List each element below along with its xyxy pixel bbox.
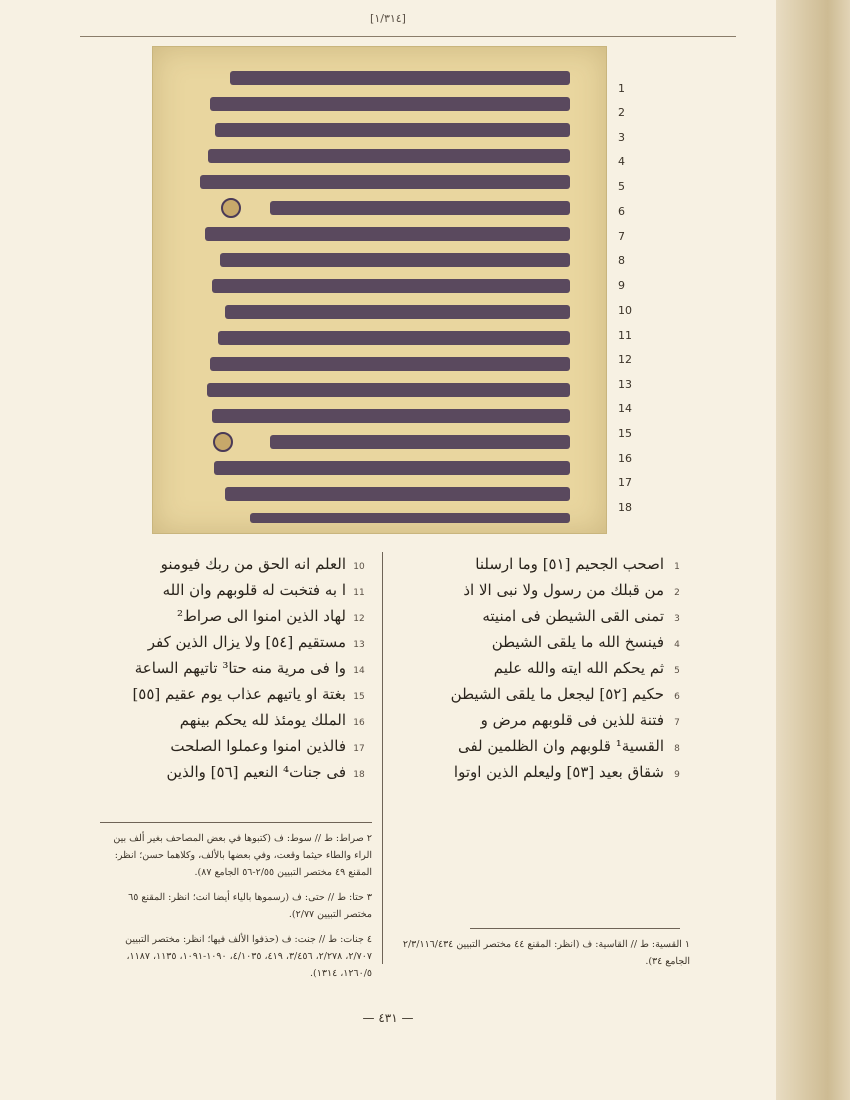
folio-line-number: 13 [618, 378, 632, 391]
header-rule [80, 36, 736, 37]
transcription-line: 12 لهاد الذين امنوا الى صراط² [177, 607, 365, 625]
transcription-line: 9 شقاق بعيد [٥٣] وليعلم الذين اوتوا [453, 763, 680, 781]
folio-line-number: 6 [618, 205, 625, 218]
folio-line-number: 3 [618, 131, 625, 144]
transcription-line: 3 تمنى القى الشيطن فى امنيته [482, 607, 680, 625]
transcription-line: 6 حكيم [٥٢] ليجعل ما يلقى الشيطن [450, 685, 680, 703]
folio-line-number: 18 [618, 501, 632, 514]
transcription-line: 10 العلم انه الحق من ربك فيومنو [160, 555, 365, 573]
transcription-line: 8 القسية¹ قلوبهم وان الظلمين لفى [457, 737, 680, 755]
transcription-line: 18 فى جنات⁴ النعيم [٥٦] والذين [166, 763, 365, 781]
transcription-line: 14 وا فى مرية منه حتا³ تاتيهم الساعة [134, 659, 365, 677]
folio-line-number: 4 [618, 155, 625, 168]
transcription-left-column [100, 552, 372, 786]
transcription-line: 5 ثم يحكم الله ايته والله عليم [493, 659, 680, 677]
folio-line-number: 1 [618, 82, 625, 95]
transcription-line: 16 الملك يومئذ لله يحكم بينهم [179, 711, 365, 729]
footnotes-right [400, 936, 690, 978]
folio-line-number: 11 [618, 329, 632, 342]
footnotes-left [100, 830, 372, 990]
folio-line-number: 2 [618, 106, 625, 119]
footnote-rule [470, 928, 680, 929]
transcription-line: 15 بغتة او ياتيهم عذاب يوم عقيم [٥٥] [132, 685, 365, 703]
folio-line-number: 9 [618, 279, 625, 292]
folio-line-number: 7 [618, 230, 625, 243]
footnote: ٣ حتا: ط // حتى: ف (رسموها بالياء أيضا انت؛ انظر: المقنع ٦٥ مختصر التبيين ٢/٧٧). [128, 892, 372, 920]
transcription-right-column [400, 552, 690, 786]
transcription-line: 11 ا به فتخبت له قلوبهم وان الله [162, 581, 365, 599]
footnote: ٤ جنات: ط // جنت: ف (حذفوا الألف فيها؛ انظر: مختصر التبيين ٢/٧٠٧، ٢/٢٧٨، ٣/٤٥٦، ٤١٩، ٤/١٠٣٥، ١٠٩٠-١٠٩١، ١١٣٥، ١١٨٧، ١٢٦٠/٥، ١٣١٤). [125, 934, 372, 979]
manuscript-facsimile [152, 46, 607, 534]
folio-line-number: 5 [618, 180, 625, 193]
transcription-line: 1 اصحب الجحيم [٥١] وما ارسلنا [475, 555, 680, 573]
book-gutter [776, 0, 850, 1100]
transcription-line: 4 فينسخ الله ما يلقى الشيطن [491, 633, 680, 651]
folio-line-number: 8 [618, 254, 625, 267]
folio-line-number: 15 [618, 427, 632, 440]
transcription-line: 7 فتنة للذين فى قلوبهم مرض و [480, 711, 680, 729]
folio-line-number: 14 [618, 402, 632, 415]
folio-line-number: 12 [618, 353, 632, 366]
footnote: ١ القسية: ط // القاسية: ف (انظر: المقنع ٤٤ مختصر التبيين ٢/٣/١١٦/٤٣٤ الجامع ٣٤). [402, 939, 690, 967]
folio-line-number: 17 [618, 476, 632, 489]
column-divider [382, 552, 383, 964]
page-number: — ٤٣١ — [362, 1011, 414, 1025]
transcription-line: 2 من قبلك من رسول ولا نبى الا اذ [463, 581, 680, 599]
transcription-line: 17 فالذين امنوا وعملوا الصلحت [170, 737, 365, 755]
folio-line-number: 10 [618, 304, 632, 317]
folio-line-number: 16 [618, 452, 632, 465]
footnote-rule [100, 822, 372, 823]
running-head: [١/٣١٤] [370, 12, 406, 25]
transcription-line: 13 مستقيم [٥٤] ولا يزال الذين كفر [147, 633, 365, 651]
footnote: ٢ صراط: ط // سوط: ف (كتبوها في بعض المصاحف بغير ألف بين الراء والطاء حيثما وقعت، وفي بعضها بالألف، وكلاهما حسن؛ انظر: المقنع ٤٩ مختصر التبيين ٢/٥٥-٥٦ الجامع ٨٧). [113, 833, 372, 878]
